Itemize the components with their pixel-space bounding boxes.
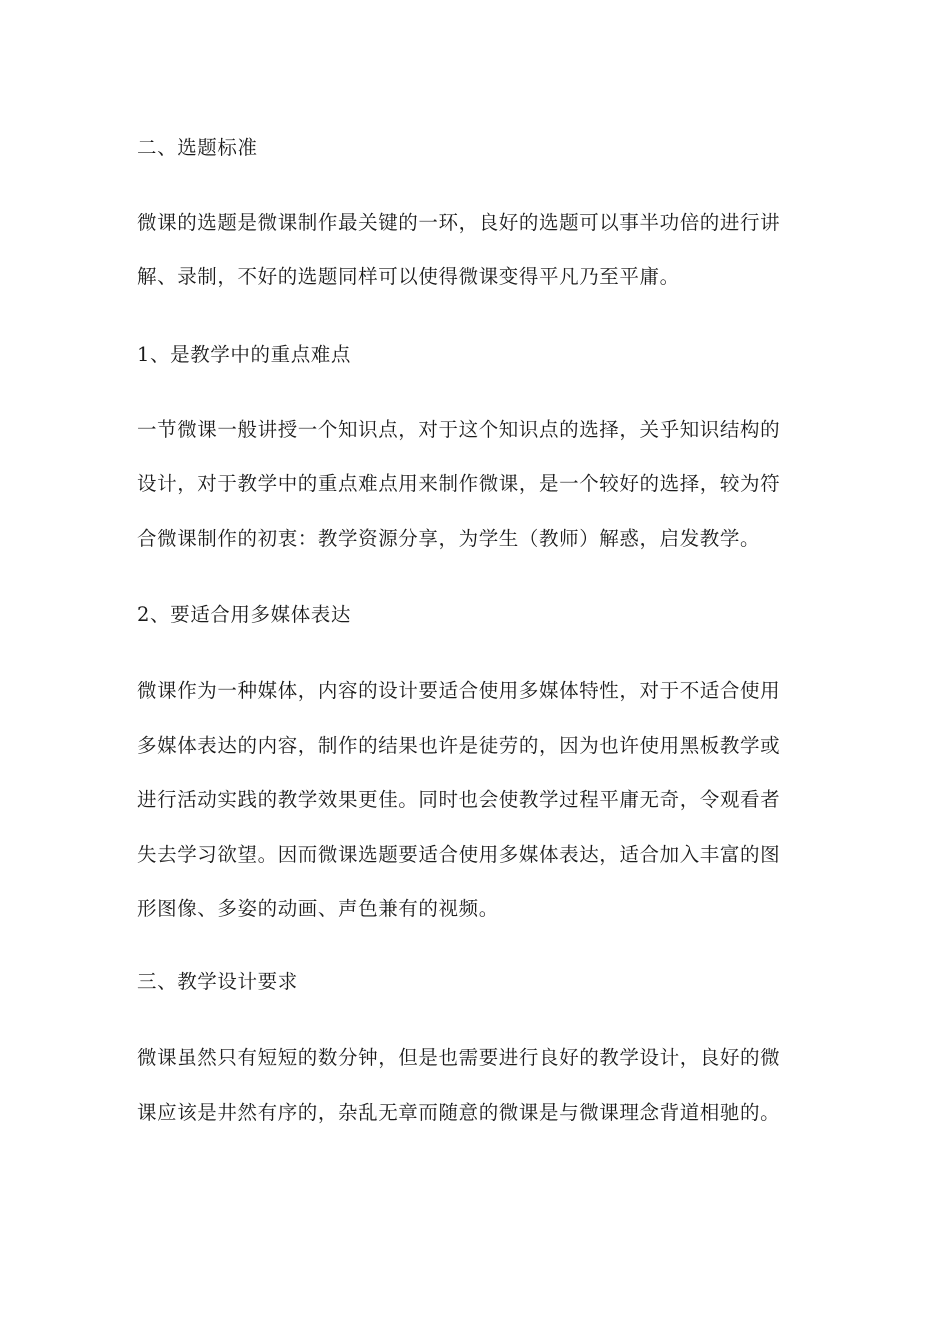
subheading-multimedia-suitability: 2、要适合用多媒体表达 <box>137 603 352 626</box>
section-heading-selection-criteria: 二、选题标准 <box>137 136 258 159</box>
paragraph-line: 微课的选题是微课制作最关键的一环，良好的选题可以事半功倍的进行讲 <box>137 211 781 234</box>
subheading-key-difficult-points: 1、是教学中的重点难点 <box>137 343 352 366</box>
paragraph-line: 课应该是井然有序的，杂乱无章而随意的微课是与微课理念背道相驰的。 <box>137 1101 781 1124</box>
paragraph-line: 一节微课一般讲授一个知识点，对于这个知识点的选择，关乎知识结构的 <box>137 418 781 441</box>
paragraph-line: 形图像、多姿的动画、声色兼有的视频。 <box>137 897 499 920</box>
paragraph-line: 合微课制作的初衷：教学资源分享，为学生（教师）解惑，启发教学。 <box>137 527 761 550</box>
paragraph-line: 多媒体表达的内容，制作的结果也许是徒劳的，因为也许使用黑板教学或 <box>137 734 781 757</box>
paragraph-line: 微课作为一种媒体，内容的设计要适合使用多媒体特性，对于不适合使用 <box>137 679 781 702</box>
paragraph-line: 微课虽然只有短短的数分钟，但是也需要进行良好的教学设计，良好的微 <box>137 1046 781 1069</box>
paragraph-line: 设计，对于教学中的重点难点用来制作微课，是一个较好的选择，较为符 <box>137 472 781 495</box>
paragraph-line: 失去学习欲望。因而微课选题要适合使用多媒体表达，适合加入丰富的图 <box>137 843 781 866</box>
paragraph-line: 解、录制，不好的选题同样可以使得微课变得平凡乃至平庸。 <box>137 265 680 288</box>
paragraph-line: 进行活动实践的教学效果更佳。同时也会使教学过程平庸无奇，令观看者 <box>137 788 781 811</box>
section-heading-teaching-design: 三、教学设计要求 <box>137 970 298 993</box>
